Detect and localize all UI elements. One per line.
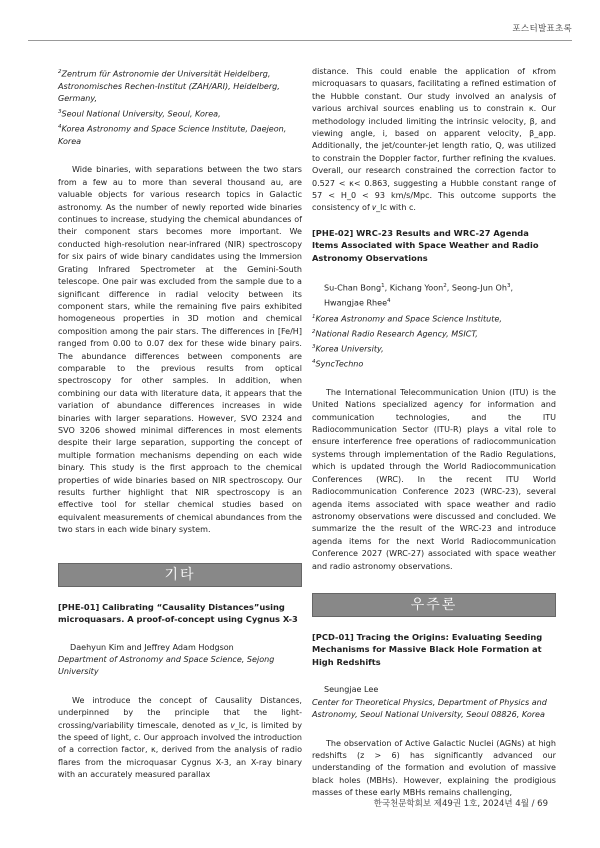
- phe02-abstract: The International Telecommunication Union (ITU) is the United Nations specialized agency for information and communication technologies, and the ITU Radiocommunication Sector (ITU-R) plays a vital role to ensure interference free operations of radiocommunication systems through implementation of the Radio Regulations, which is updated through the World Radiocommunication Conferences (WRC). In the recent ITU World Radiocommunication Conference 2023 (WRC-23), several agenda items associated with space weather and radio astronomy observations were discussed and concluded. We summarize the the result of the WRC-23 and introduce agenda items for the next World Radiocommunication Conference 2027 (WRC-27) associated with space weather and radio astronomy observations.: [312, 387, 556, 571]
- right-column: [312, 66, 556, 800]
- prev-abstract: Wide binaries, with separations between the two stars from a few au to more than several thousand au, are valuable objects for various research topics in Galactic astronomy. As the number of newly reported wide binaries continues to increase, studying the chemical abundances of their component stars becomes more important. We conducted high-resolution near-infrared (NIR) spectroscopy for six pairs of wide binary candidates using the Immersion Grating Infrared Spectrometer at the Gemini-South telescope. One pair was excluded from the sample due to a significant difference in radial velocity between its component stars, while the remaining five pairs exhibited homogeneous properties in 3D motion and chemical composition among the pair stars. The differences in [Fe/H] ranged from 0.00 to 0.07 dex for these wide binary pairs. The abundance differences between components are comparable to the previous results from optical spectroscopy for other samples. In addition, when combining our data with literature data, it appears that the variation of abundance differences increases in wide binaries with larger separations. However, SVO 2324 and SVO 3206 showed minimal differences in most elements despite their large separation, supporting the concept of multiple formation mechanisms depending on each wide binary. This study is the first approach to the chemical properties of wide binaries based on NIR spectroscopy. Our results further highlight that NIR spectroscopy is an effective tool for stellar chemical studies based on equivalent measurements of chemical abundances from the two stars in each wide binary system.: [58, 165, 302, 535]
- prev-affiliation-4: $^4$Korea Astronomy and Space Science Institute, Daejeon, Korea: [58, 123, 287, 147]
- phe01-abstract-continued: distance. This could enable the application of κfrom microquasars to quasars, facilitating a refined estimation of the Hubble constant. Our study involved an analysis of various archival sources enabling us to constrain κ. Our methodology included limiting the intrinsic velocity, β, and viewing angle, i, based on apparent velocity, β_app. Additionally, the jet/counter-jet length ratio, Q, was utilized to constrain the Doppler factor, further refining the κvalues. Overall, our research constrained the correction factor to 0.527 < κ< 0.863, suggesting a Hubble constant range of 57 < H_0 < 93 km/s/Mpc. This outcome supports the consistency of 𝑣_lc with c.: [312, 67, 556, 213]
- phe01-abstract: We introduce the concept of Causality Distances, underpinned by the principle that the light-crossing/variability timescale, denoted as 𝑣_lc, is limited by the speed of light, c. Our approach involved the introduction of a correction factor, κ, derived from the analysis of radio flares from the microquasar Cygnus X-3, an X-ray binary with an accurately measured parallax: [58, 695, 302, 780]
- pcd01-title: [PCD-01] Tracing the Origins: Evaluating Seeding Mechanisms for Massive Black Hole Formation at High Redshifts: [312, 631, 543, 667]
- phe01-affiliation: Department of Astronomy and Space Science, Sejong University: [58, 655, 275, 677]
- phe01-authors: Daehyun Kim and Jeffrey Adam Hodgson: [70, 642, 234, 652]
- section-header-cosmology: 우주론: [312, 593, 556, 617]
- prev-affiliation-3: $^3$Seoul National University, Seoul, Korea,: [58, 108, 221, 119]
- phe02-affiliation-1: $^1$Korea Astronomy and Space Science Institute,: [312, 313, 502, 324]
- pcd01-abstract: The observation of Active Galactic Nuclei (AGNs) at high redshifts (z > 6) has significantly advanced our understanding of the formation and evolution of massive black holes (MBHs). However, explaining the prodigious masses of these early MBHs remains challenging,: [312, 738, 556, 798]
- page-footer: 한국천문학회보 제49권 1호, 2024년 4월 / 69: [373, 799, 548, 809]
- phe02-affiliation-2: $^2$National Radio Research Agency, MSICT,: [312, 328, 478, 339]
- phe02-affiliation-4: $^4$SyncTechno: [312, 358, 364, 369]
- left-column: [58, 66, 302, 782]
- pcd01-affiliation: Center for Theoretical Physics, Department of Physics and Astronomy, Seoul National University, Seoul 08826, Korea: [312, 697, 547, 720]
- phe02-title: [PHE-02] WRC-23 Results and WRC-27 Agenda Items Associated with Space Weather and Radio Astronomy Observations: [312, 227, 539, 263]
- section-header-misc: 기타: [58, 563, 302, 587]
- phe02-affiliation-3: $^3$Korea University,: [312, 343, 384, 354]
- phe01-title: [PHE-01] Calibrating “Causality Distances”using microquasars. A proof-of-concept using Cygnus X-3: [58, 601, 298, 625]
- phe02-authors: Su-Chan Bong$^1$, Kichang Yoon$^2$, Seong-Jun Oh$^3$, Hwangjae Rhee$^4$: [324, 283, 514, 309]
- prev-affiliation-2: $^2$Zentrum für Astronomie der Universität Heidelberg, Astronomisches Rechen-Institut (ZAH/ARI), Heidelberg, Germany,: [58, 69, 280, 104]
- running-header: 포스터발표초록: [512, 24, 572, 34]
- pcd01-authors: Seungjae Lee: [324, 685, 379, 695]
- header-divider: [28, 40, 572, 41]
